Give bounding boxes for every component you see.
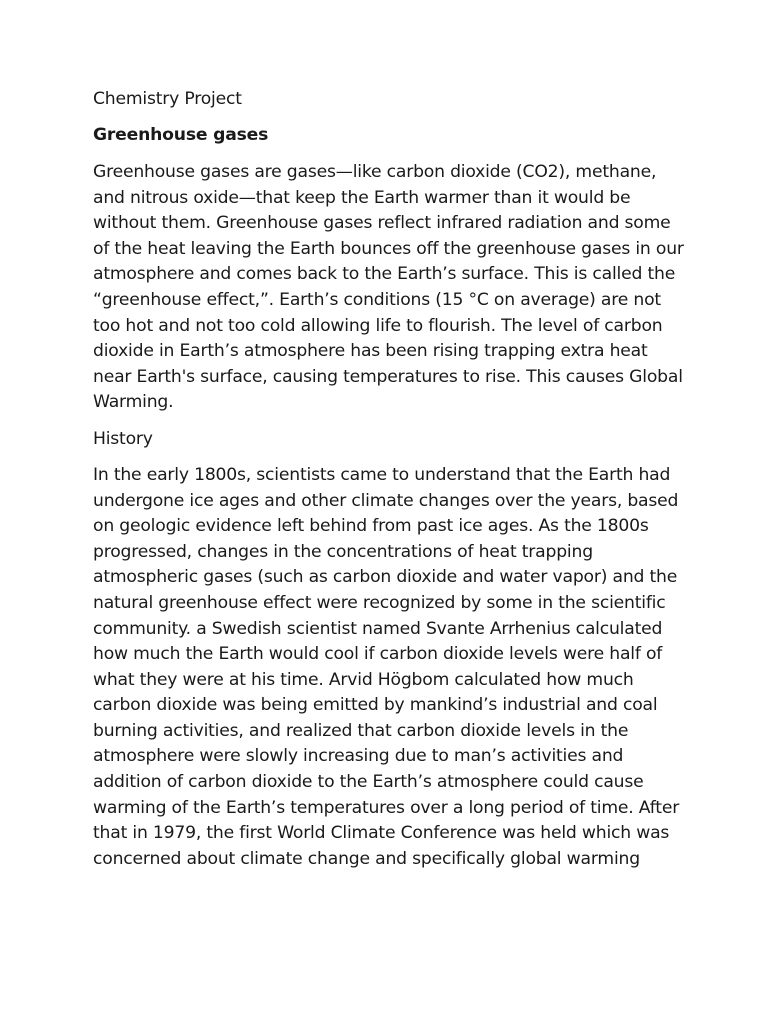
section-heading-history: History (93, 428, 153, 449)
paragraph-line: In the early 1800s, scientists came to understand that the Earth had (93, 464, 671, 485)
paragraph-line: near Earth's surface, causing temperatures to rise. This causes Global (93, 366, 683, 387)
paragraph-line: atmosphere were slowly increasing due to man’s activities and (93, 746, 624, 767)
paragraph-line: Greenhouse gases are gases—like carbon dioxide (CO2), methane, (93, 162, 657, 182)
paragraph-greenhouse-gases (93, 160, 693, 416)
paragraph-line: that in 1979, the first World Climate Conference was held which was (93, 823, 670, 844)
paragraph-line: community. a Swedish scientist named Svante Arrhenius calculated (93, 618, 663, 639)
paragraph-line: and nitrous oxide—that keep the Earth warmer than it would be (93, 187, 631, 208)
paragraph-line: what they were at his time. Arvid Högbom calculated how much (93, 669, 634, 690)
paragraph-line: addition of carbon dioxide to the Earth’s atmosphere could cause (93, 772, 644, 793)
paragraph-line: natural greenhouse effect were recognized by some in the scientific (93, 592, 666, 613)
section-heading-greenhouse-gases: Greenhouse gases (93, 125, 269, 145)
paragraph-line: of the heat leaving the Earth bounces off the greenhouse gases in our (93, 238, 684, 259)
paragraph-history (93, 463, 693, 873)
paragraph-line: atmosphere and comes back to the Earth’s surface. This is called the (93, 264, 676, 285)
paragraph-line: on geologic evidence left behind from past ice ages. As the 1800s (93, 516, 649, 537)
paragraph-line: without them. Greenhouse gases reflect infrared radiation and some (93, 213, 671, 234)
paragraph-line: concerned about climate change and specifically global warming (93, 848, 640, 869)
document-body (93, 87, 693, 872)
paragraph-line: undergone ice ages and other climate changes over the years, based (93, 490, 679, 511)
paragraph-line: warming of the Earth’s temperatures over a long period of time. After (93, 797, 680, 818)
paragraph-line: atmospheric gases (such as carbon dioxide and water vapor) and the (93, 567, 678, 588)
paragraph-line: progressed, changes in the concentrations of heat trapping (93, 541, 593, 562)
paragraph-line: how much the Earth would cool if carbon dioxide levels were half of (93, 644, 663, 665)
document-title: Chemistry Project (93, 89, 242, 109)
paragraph-line: burning activities, and realized that carbon dioxide levels in the (93, 720, 629, 741)
paragraph-line: carbon dioxide was being emitted by mankind’s industrial and coal (93, 695, 658, 716)
paragraph-line: dioxide in Earth’s atmosphere has been rising trapping extra heat (93, 341, 648, 362)
paragraph-line: Warming. (93, 392, 174, 413)
paragraph-line: “greenhouse effect,”. Earth’s conditions (15 °C on average) are not (93, 289, 661, 310)
paragraph-line: too hot and not too cold allowing life to flourish. The level of carbon (93, 315, 663, 336)
